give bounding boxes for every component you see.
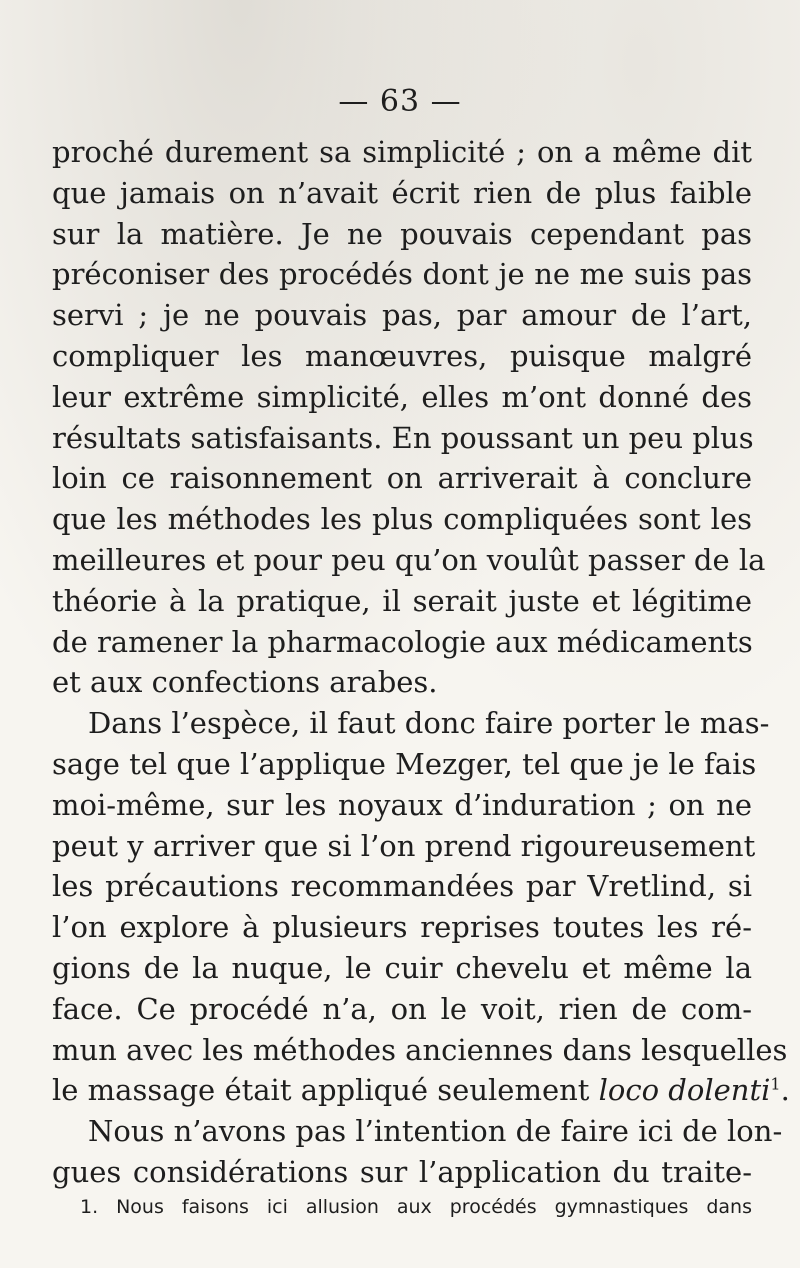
text-line: loin ce raisonnement on arriverait à conclure — [52, 461, 752, 496]
paragraph-first-line: Nous n’avons pas l’intention de faire ici de lon- — [88, 1114, 783, 1149]
italic-phrase: loco dolenti — [598, 1073, 771, 1108]
text-line: sage tel que l’applique Mezger, tel que je le fais — [52, 746, 757, 781]
text-line: résultats satisfaisants. En poussant un peu plus — [52, 420, 754, 455]
text-line: théorie à la pratique, il serait juste et légitime — [52, 583, 752, 618]
text-line: les précautions recommandées par Vretlind, si — [52, 869, 752, 904]
page-number: — 63 — — [338, 84, 462, 119]
text-line-with-footnote — [52, 1070, 790, 1111]
footnote-marker: 1 — [770, 1074, 781, 1094]
text-line: peut y arriver que si l’on prend rigoureusement — [52, 828, 756, 863]
text-segment: . — [780, 1073, 790, 1108]
paragraph-first-line: Dans l’espèce, il faut donc faire porter le mas- — [88, 706, 770, 741]
text-line: gions de la nuque, le cuir chevelu et même la — [52, 950, 752, 985]
text-line: face. Ce procédé n’a, on le voit, rien de com- — [52, 991, 752, 1026]
text-line: et aux confections arabes. — [52, 665, 438, 700]
text-line: meilleures et pour peu qu’on voulût passer de la — [52, 542, 766, 577]
text-line: de ramener la pharmacologie aux médicaments — [52, 624, 753, 659]
text-line: que les méthodes les plus compliquées sont les — [52, 502, 752, 537]
text-line: leur extrême simplicité, elles m’ont donné des — [52, 379, 752, 414]
text-line: préconiser des procédés dont je ne me suis pas — [52, 257, 752, 292]
text-line: sur la matière. Je ne pouvais cependant pas — [52, 216, 752, 251]
text-line: proché durement sa simplicité ; on a même dit — [52, 135, 752, 169]
text-line: compliquer les manœuvres, puisque malgré — [52, 338, 752, 373]
text-line: que jamais on n’avait écrit rien de plus faible — [52, 175, 752, 210]
text-segment: le massage était appliqué seulement — [52, 1073, 599, 1108]
text-line: gues considérations sur l’application du traite- — [52, 1154, 752, 1189]
text-line: l’on explore à plusieurs reprises toutes les ré- — [52, 910, 752, 945]
body-text — [52, 132, 790, 1193]
footnote: 1. Nous faisons ici allusion aux procédés gymnastiques dans — [80, 1196, 752, 1218]
text-line: moi-même, sur les noyaux d’induration ; on ne — [52, 787, 752, 822]
text-line: mun avec les méthodes anciennes dans lesquelles — [52, 1032, 788, 1067]
text-line: servi ; je ne pouvais pas, par amour de l’art, — [52, 298, 752, 333]
